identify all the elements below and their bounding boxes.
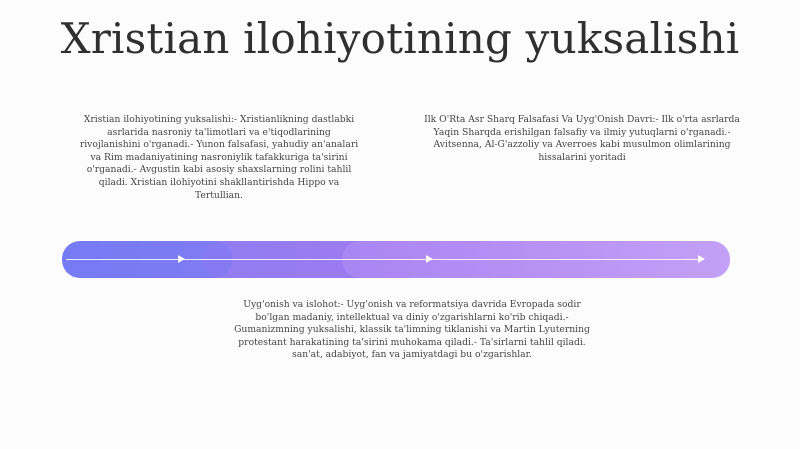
- arrow-right-icon: [698, 255, 705, 263]
- timeline-bar: [62, 241, 730, 278]
- timeline-text-block-1: Xristian ilohiyotining yuksalishi:- Xristianlikning dastlabki asrlarida nasroniy ta'limotlari va e'tiqodlarining rivojlanishini o'rganadi.- Yunon falsafasi, yahudiy an'analari va Rim madaniyatining nasroniylik tafakkuriga ta'sirini o'rganadi.- Avgustin kabi asosiy shaxslarning rolini tahlil qiladi. Xristian ilohiyotini shakllantirishda Hippo va Tertullian.: [79, 114, 359, 201]
- timeline-text-block-3: Uyg'onish va islohot:- Uyg'onish va reformatsiya davrida Evropada sodir bo'lgan madaniy, intellektual va diniy o'zgarishlarni ko'rib chiqadi.- Gumanizmning yuksalishi, klassik ta'limning tiklanishi va Martin Lyuterning protestant harakatining ta'sirini muhokama qiladi.- Ta'sirlarni tahlil qiladi. san'at, adabiyot, fan va jamiyatdagi bu o'zgarishlar.: [234, 299, 590, 361]
- slide-title: Xristian ilohiyotining yuksalishi: [60, 14, 740, 63]
- timeline-text-block-2: Ilk O'Rta Asr Sharq Falsafasi Va Uyg'Onish Davri:- Ilk o'rta asrlarda Yaqin Sharqda erishilgan falsafiy va ilmiy yutuqlarni o'rganadi.- Avitsenna, Al-G'azzoliy va Averroes kabi musulmon olimlarining hissalarini yoritadi: [424, 114, 740, 163]
- timeline-axis-line: [66, 259, 704, 260]
- arrow-right-icon: [426, 255, 433, 263]
- arrow-right-icon: [178, 255, 185, 263]
